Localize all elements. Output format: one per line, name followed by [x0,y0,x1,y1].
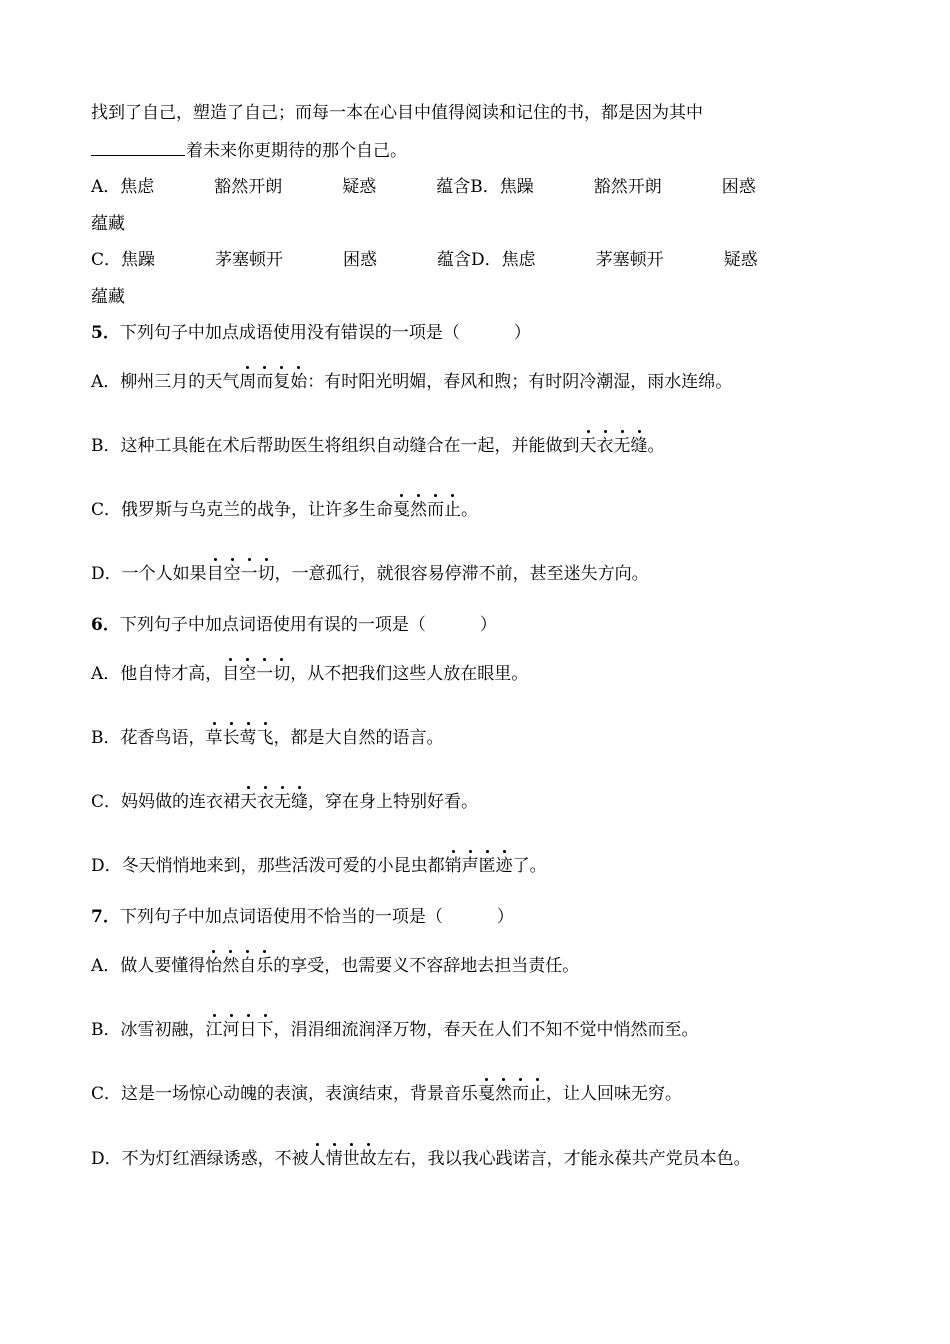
emphasis-char: 衣 [257,792,275,812]
emphasis-char: 止 [444,500,462,520]
emphasis-char: 空 [239,664,257,684]
emphasis-char: 然 [222,956,240,976]
dotted-idiom [222,664,290,684]
emphasis-char: 缝 [630,436,648,456]
emphasis-char: 声 [461,856,479,876]
fill-blank [91,139,185,156]
emphasis-char: 切 [273,664,291,684]
emphasis-char: 目 [206,564,224,584]
dotted-idiom [240,792,308,812]
dotted-idiom [206,1020,274,1040]
q6-option-b[interactable]: B．花香鸟语，草长莺飞，都是大自然的语言。 [91,728,444,748]
emphasis-char: 缝 [291,792,309,812]
question-6-stem: 6．下列句子中加点词语使用有误的一项是（ ） [91,615,497,635]
q5-option-b[interactable]: B．这种工具能在术后帮助医生将组织自动缝合在一起，并能做到天衣无缝。 [91,436,665,456]
emphasis-char: 怡 [205,956,223,976]
emphasis-char: 江 [205,1020,223,1040]
emphasis-char: 天 [240,792,258,812]
emphasis-char: 周 [239,372,257,392]
emphasis-char: 无 [613,436,631,456]
emphasis-char: 然 [410,500,428,520]
emphasis-char: 天 [579,436,597,456]
q6-option-d[interactable]: D．冬天悄悄地来到，那些活泼可爱的小昆虫都销声匿迹了。 [91,856,547,876]
q5-option-d[interactable]: D．一个人如果目空一切，一意孤行，就很容易停滞不前，甚至迷失方向。 [91,564,649,584]
q7-option-b[interactable]: B．冰雪初融，江河日下，涓涓细流润泽万物，春天在人们不知不觉中悄然而至。 [91,1020,699,1040]
emphasis-char: 飞 [256,728,274,748]
q4-option-d-wrap: 蕴藏 [91,287,125,307]
emphasis-char: 一 [240,564,258,584]
question-5-stem: 5．下列句子中加点成语使用没有错误的一项是（ ） [91,323,531,343]
dotted-idiom [445,856,513,876]
emphasis-char: 莺 [239,728,257,748]
dotted-idiom [478,1084,546,1104]
q4-options-row-cd: C．焦躁 茅塞顿开 困惑 蕴含D．焦虑 茅塞顿开 疑惑 [91,250,758,270]
dotted-idiom [206,728,274,748]
emphasis-char: 下 [256,1020,274,1040]
dotted-idiom [205,956,273,976]
emphasis-char: 自 [239,956,257,976]
emphasis-char: 世 [342,1149,360,1169]
dotted-idiom [207,564,275,584]
q7-option-d[interactable]: D．不为灯红酒绿诱惑，不被人情世故左右，我以我心践诺言，才能永葆共产党员本色。 [91,1149,751,1169]
emphasis-char: 草 [205,728,223,748]
emphasis-char: 销 [444,856,462,876]
emphasis-char: 一 [256,664,274,684]
emphasis-char: 衣 [596,436,614,456]
dotted-idiom [580,436,648,456]
emphasis-char: 戛 [393,500,411,520]
emphasis-char: 目 [222,664,240,684]
q5-option-a[interactable]: A．柳州三月的天气周而复始：有时阳光明媚，春风和煦；有时阴冷潮湿，雨水连绵。 [91,372,733,392]
dotted-idiom [309,1149,377,1169]
q4-options-row-ab: A．焦虑 豁然开朗 疑惑 蕴含B．焦躁 豁然开朗 困惑 [91,177,756,197]
q5-option-c[interactable]: C．俄罗斯与乌克兰的战争，让许多生命戛然而止。 [91,500,479,520]
emphasis-char: 始 [290,372,308,392]
dotted-idiom [393,500,461,520]
q7-option-c[interactable]: C．这是一场惊心动魄的表演，表演结束，背景音乐戛然而止，让人回味无穷。 [91,1084,683,1104]
emphasis-char: 空 [223,564,241,584]
emphasis-char: 而 [256,372,274,392]
emphasis-char: 戛 [478,1084,496,1104]
emphasis-char: 日 [239,1020,257,1040]
emphasis-char: 然 [495,1084,513,1104]
emphasis-char: 长 [222,728,240,748]
emphasis-char: 故 [359,1149,377,1169]
dotted-idiom [239,372,307,392]
emphasis-char: 迹 [495,856,513,876]
emphasis-char: 乐 [256,956,274,976]
emphasis-char: 复 [273,372,291,392]
emphasis-char: 无 [274,792,292,812]
emphasis-char: 匿 [478,856,496,876]
question-7-stem: 7．下列句子中加点词语使用不恰当的一项是（ ） [91,907,514,927]
q6-option-c[interactable]: C．妈妈做的连衣裙天衣无缝，穿在身上特别好看。 [91,792,479,812]
emphasis-char: 而 [512,1084,530,1104]
emphasis-char: 人 [308,1149,326,1169]
passage-line-1: 找到了自己，塑造了自己；而每一本在心目中值得阅读和记住的书，都是因为其中 [91,103,703,123]
q4-option-b-wrap: 蕴藏 [91,214,125,234]
emphasis-char: 情 [325,1149,343,1169]
emphasis-char: 切 [257,564,275,584]
q7-option-a[interactable]: A．做人要懂得怡然自乐的享受，也需要义不容辞地去担当责任。 [91,956,580,976]
passage-line-2: 着未来你更期待的那个自己。 [91,139,407,163]
emphasis-char: 止 [529,1084,547,1104]
emphasis-char: 河 [222,1020,240,1040]
q6-option-a[interactable]: A．他自恃才高，目空一切，从不把我们这些人放在眼里。 [91,664,529,684]
emphasis-char: 而 [427,500,445,520]
